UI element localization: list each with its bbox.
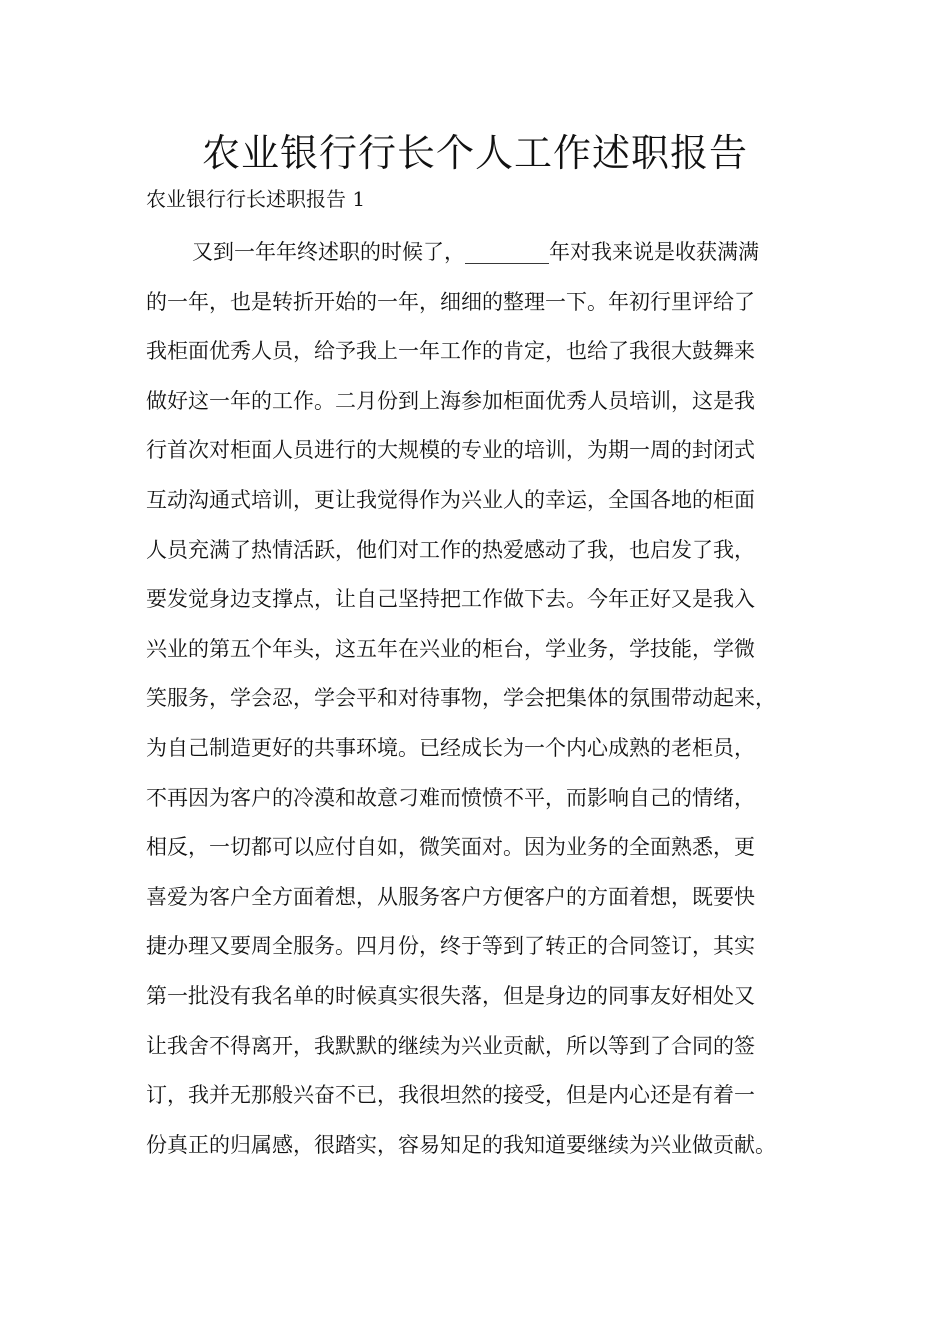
paragraph-line: 捷办理又要周全服务。四月份，终于等到了转正的合同签订，其实 <box>146 934 755 959</box>
body-paragraph <box>146 228 826 1170</box>
paragraph-line: 为自己制造更好的共事环境。已经成长为一个内心成熟的老柜员， <box>146 735 755 760</box>
paragraph-line: 的一年，也是转折开始的一年，细细的整理一下。年初行里评给了 <box>146 289 755 314</box>
document-subtitle: 农业银行行长述职报告 1 <box>146 187 366 211</box>
paragraph-line: 要发觉身边支撑点，让自己坚持把工作做下去。今年正好又是我入 <box>146 587 755 612</box>
paragraph-line: 兴业的第五个年头，这五年在兴业的柜台，学业务，学技能，学微 <box>146 636 755 661</box>
paragraph-line: 人员充满了热情活跃，他们对工作的热爱感动了我，也启发了我， <box>146 537 755 562</box>
paragraph-line: 订，我并无那般兴奋不已，我很坦然的接受，但是内心还是有着一 <box>146 1083 755 1108</box>
paragraph-line: 行首次对柜面人员进行的大规模的专业的培训，为期一周的封闭式 <box>146 438 755 463</box>
paragraph-line: 份真正的归属感，很踏实，容易知足的我知道要继续为兴业做贡献。 <box>146 1132 776 1157</box>
paragraph-line: 又到一年年终述职的时候了，________年对我来说是收获满满 <box>192 240 759 264</box>
paragraph-line: 相反，一切都可以应付自如，微笑面对。因为业务的全面熟悉，更 <box>146 835 755 860</box>
paragraph-line: 不再因为客户的冷漠和故意刁难而愤愤不平，而影响自己的情绪， <box>146 785 755 810</box>
paragraph-line: 第一批没有我名单的时候真实很失落，但是身边的同事友好相处又 <box>146 983 755 1008</box>
paragraph-line: 我柜面优秀人员，给予我上一年工作的肯定，也给了我很大鼓舞来 <box>146 339 755 364</box>
paragraph-line: 笑服务，学会忍，学会平和对待事物，学会把集体的氛围带动起来， <box>146 686 776 711</box>
paragraph-line: 做好这一年的工作。二月份到上海参加柜面优秀人员培训，这是我 <box>146 388 755 413</box>
paragraph-line: 互动沟通式培训，更让我觉得作为兴业人的幸运，全国各地的柜面 <box>146 487 755 512</box>
document-title: 农业银行行长个人工作述职报告 <box>201 131 748 175</box>
paragraph-line: 让我舍不得离开，我默默的继续为兴业贡献，所以等到了合同的签 <box>146 1033 755 1058</box>
paragraph-line: 喜爱为客户全方面着想，从服务客户方便客户的方面着想，既要快 <box>146 884 755 909</box>
